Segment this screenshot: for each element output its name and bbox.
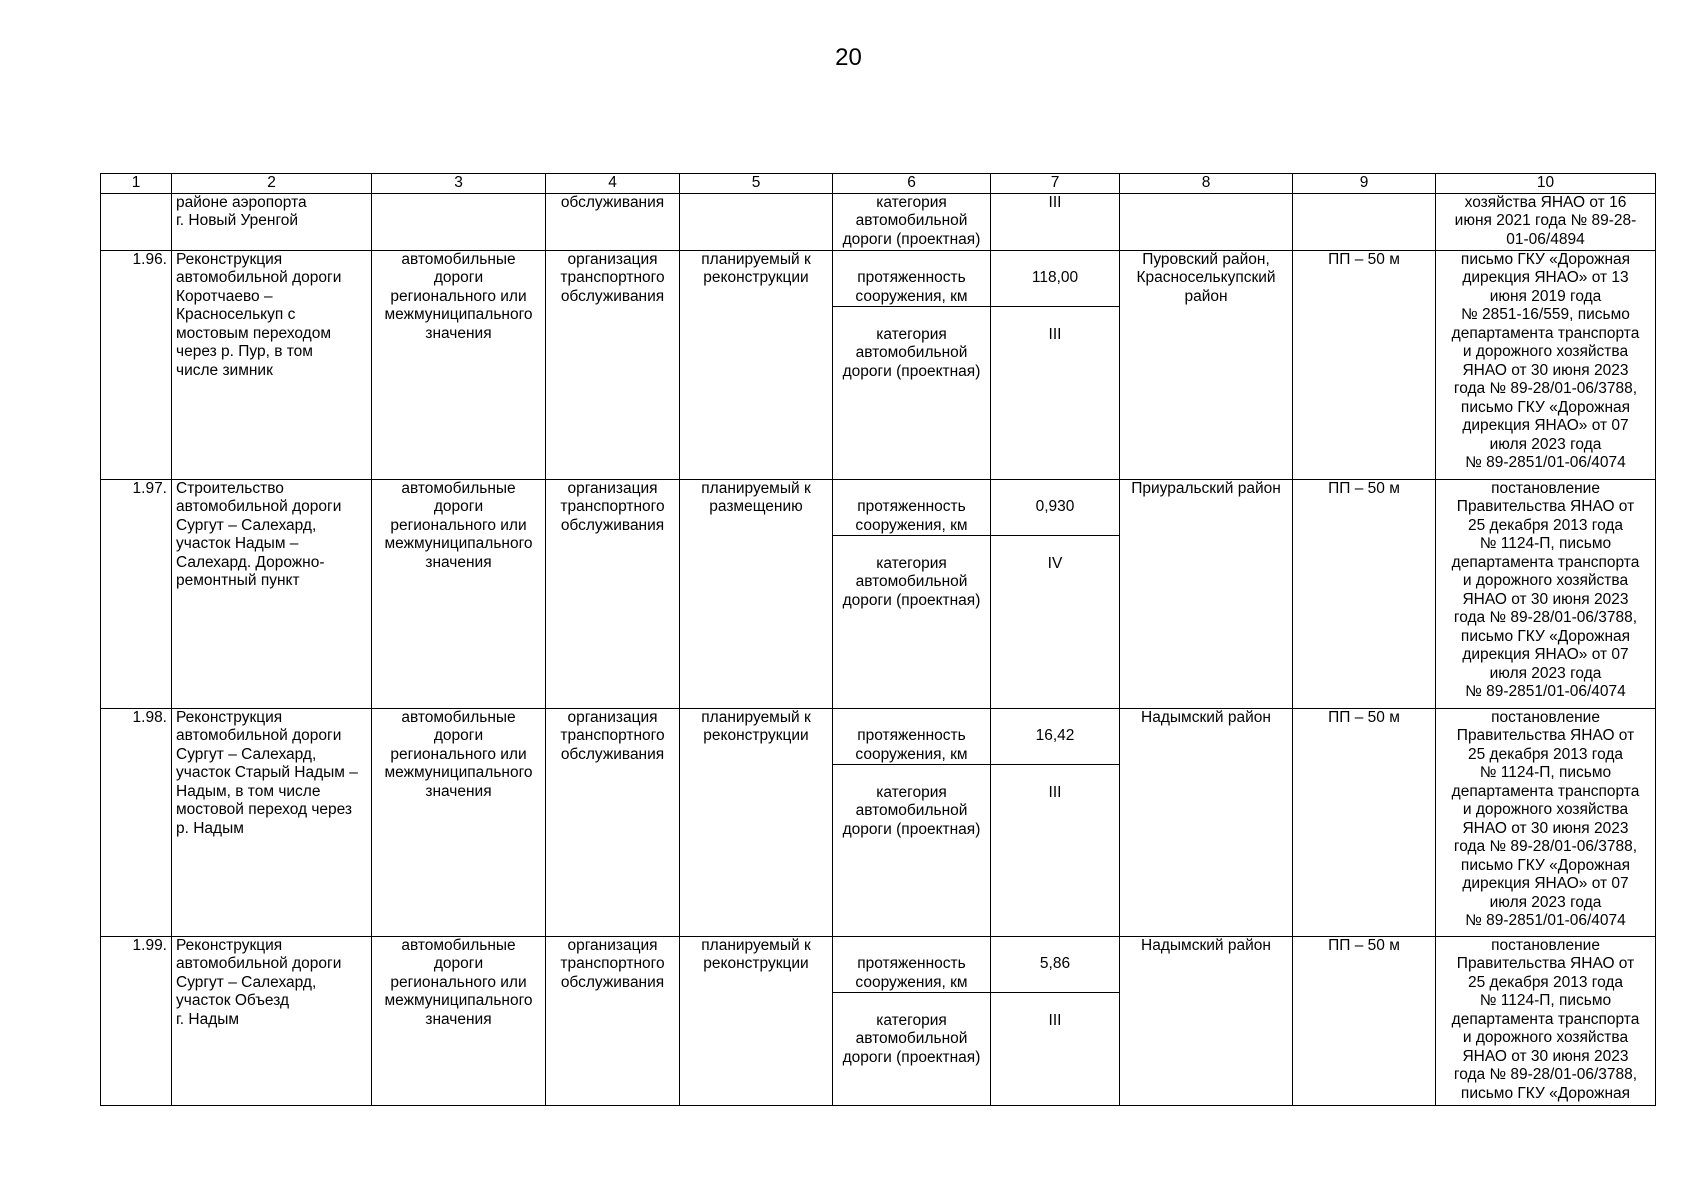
table-row (101, 936, 1656, 1105)
cell-zone: ПП – 50 м (1293, 479, 1436, 708)
cell-name: Реконструкция автомобильной дороги Сургут – Салехард, участок Старый Надым – Надым, в том числе мостовой переход через р. Надым (172, 708, 372, 936)
cell-type: автомобильные дороги регионального или межмуниципального значения (372, 936, 546, 1105)
parameter-category: категория автомобильной дороги (проектная) (842, 325, 981, 380)
column-header: 5 (680, 174, 833, 194)
cell-values (991, 479, 1120, 708)
page-number: 20 (835, 44, 862, 71)
parameter-length: протяженность сооружения, км (833, 727, 990, 765)
cell-zone: ПП – 50 м (1293, 250, 1436, 479)
cell-name: Реконструкция автомобильной дороги Сургут – Салехард, участок Объезд г. Надым (172, 936, 372, 1105)
column-header: 1 (101, 174, 172, 194)
cell-values (991, 936, 1120, 1105)
cell-type (372, 193, 546, 250)
cell-basis: письмо ГКУ «Дорожная дирекция ЯНАО» от 13 июня 2019 года № 2851-16/559, письмо департамента транспорта и дорожного хозяйства ЯНАО от 30 июня 2023 года № 89-28/01-06/3788, письмо ГКУ «Дорожная дирекция ЯНАО» от 07 июля 2023 года № 89-2851/01-06/4074 (1436, 250, 1656, 479)
column-header: 9 (1293, 174, 1436, 194)
cell-value: III (991, 193, 1120, 250)
cell-zone: ПП – 50 м (1293, 708, 1436, 936)
column-header: 2 (172, 174, 372, 194)
value-length: 118,00 (991, 269, 1119, 307)
cell-type: автомобильные дороги регионального или межмуниципального значения (372, 250, 546, 479)
cell-parameters (833, 936, 991, 1105)
parameter-category: категория автомобильной дороги (проектная) (842, 783, 981, 838)
column-header: 4 (546, 174, 680, 194)
value-length: 0,930 (991, 498, 1119, 536)
value-length: 5,86 (991, 955, 1119, 993)
cell-num: 1.97. (101, 479, 172, 708)
column-header: 3 (372, 174, 546, 194)
cell-purpose: организация транспортного обслуживания (546, 479, 680, 708)
cell-parameters (833, 250, 991, 479)
column-header: 7 (991, 174, 1120, 194)
parameter-length: протяженность сооружения, км (833, 498, 990, 536)
table-row (101, 479, 1656, 708)
cell-purpose: организация транспортного обслуживания (546, 250, 680, 479)
cell-values (991, 708, 1120, 936)
table-header-row (101, 174, 1656, 194)
cell-parameters (833, 479, 991, 708)
value-category: III (1048, 325, 1062, 343)
cell-zone (1293, 193, 1436, 250)
table-row (101, 250, 1656, 479)
value-category: IV (1047, 554, 1063, 572)
parameter-length: протяженность сооружения, км (833, 269, 990, 307)
column-header: 10 (1436, 174, 1656, 194)
parameter-category: категория автомобильной дороги (проектная) (842, 1011, 981, 1066)
parameter-length: протяженность сооружения, км (833, 955, 990, 993)
column-header: 6 (833, 174, 991, 194)
objects-table (100, 173, 1656, 1106)
cell-basis: хозяйства ЯНАО от 16 июня 2021 года № 89-28- 01-06/4894 (1436, 193, 1656, 250)
column-header: 8 (1120, 174, 1293, 194)
cell-purpose: обслуживания (546, 193, 680, 250)
cell-num: 1.99. (101, 936, 172, 1105)
cell-type: автомобильные дороги регионального или межмуниципального значения (372, 708, 546, 936)
cell-location: Надымский район (1120, 708, 1293, 936)
cell-num: 1.98. (101, 708, 172, 936)
cell-name: Строительство автомобильной дороги Сургут – Салехард, участок Надым – Салехард. Дорожно- ремонтный пункт (172, 479, 372, 708)
value-category: III (1048, 783, 1062, 801)
cell-status (680, 193, 833, 250)
cell-location: Пуровский район, Красноселькупский район (1120, 250, 1293, 479)
cell-name: районе аэропорта г. Новый Уренгой (172, 193, 372, 250)
cell-basis: постановление Правительства ЯНАО от 25 декабря 2013 года № 1124-П, письмо департамента транспорта и дорожного хозяйства ЯНАО от 30 июня 2023 года № 89-28/01-06/3788, письмо ГКУ «Дорожная (1436, 936, 1656, 1105)
cell-status: планируемый к реконструкции (680, 936, 833, 1105)
cell-zone: ПП – 50 м (1293, 936, 1436, 1105)
table-row-continuation (101, 193, 1656, 250)
value-length: 16,42 (991, 727, 1119, 765)
cell-name: Реконструкция автомобильной дороги Коротчаево – Красноселькуп с мостовым переходом через р. Пур, в том числе зимник (172, 250, 372, 479)
cell-status: планируемый к реконструкции (680, 250, 833, 479)
parameter-category: категория автомобильной дороги (проектная) (842, 554, 981, 609)
cell-status: планируемый к размещению (680, 479, 833, 708)
table-row (101, 708, 1656, 936)
cell-basis: постановление Правительства ЯНАО от 25 декабря 2013 года № 1124-П, письмо департамента транспорта и дорожного хозяйства ЯНАО от 30 июня 2023 года № 89-28/01-06/3788, письмо ГКУ «Дорожная дирекция ЯНАО» от 07 июля 2023 года № 89-2851/01-06/4074 (1436, 708, 1656, 936)
cell-parameter: категория автомобильной дороги (проектная) (833, 193, 991, 250)
cell-location: Надымский район (1120, 936, 1293, 1105)
cell-location (1120, 193, 1293, 250)
cell-purpose: организация транспортного обслуживания (546, 708, 680, 936)
cell-basis: постановление Правительства ЯНАО от 25 декабря 2013 года № 1124-П, письмо департамента транспорта и дорожного хозяйства ЯНАО от 30 июня 2023 года № 89-28/01-06/3788, письмо ГКУ «Дорожная дирекция ЯНАО» от 07 июля 2023 года № 89-2851/01-06/4074 (1436, 479, 1656, 708)
cell-purpose: организация транспортного обслуживания (546, 936, 680, 1105)
cell-values (991, 250, 1120, 479)
value-category: III (1048, 1011, 1062, 1029)
cell-location: Приуральский район (1120, 479, 1293, 708)
cell-num: 1.96. (101, 250, 172, 479)
cell-status: планируемый к реконструкции (680, 708, 833, 936)
cell-type: автомобильные дороги регионального или межмуниципального значения (372, 479, 546, 708)
cell-num (101, 193, 172, 250)
cell-parameters (833, 708, 991, 936)
